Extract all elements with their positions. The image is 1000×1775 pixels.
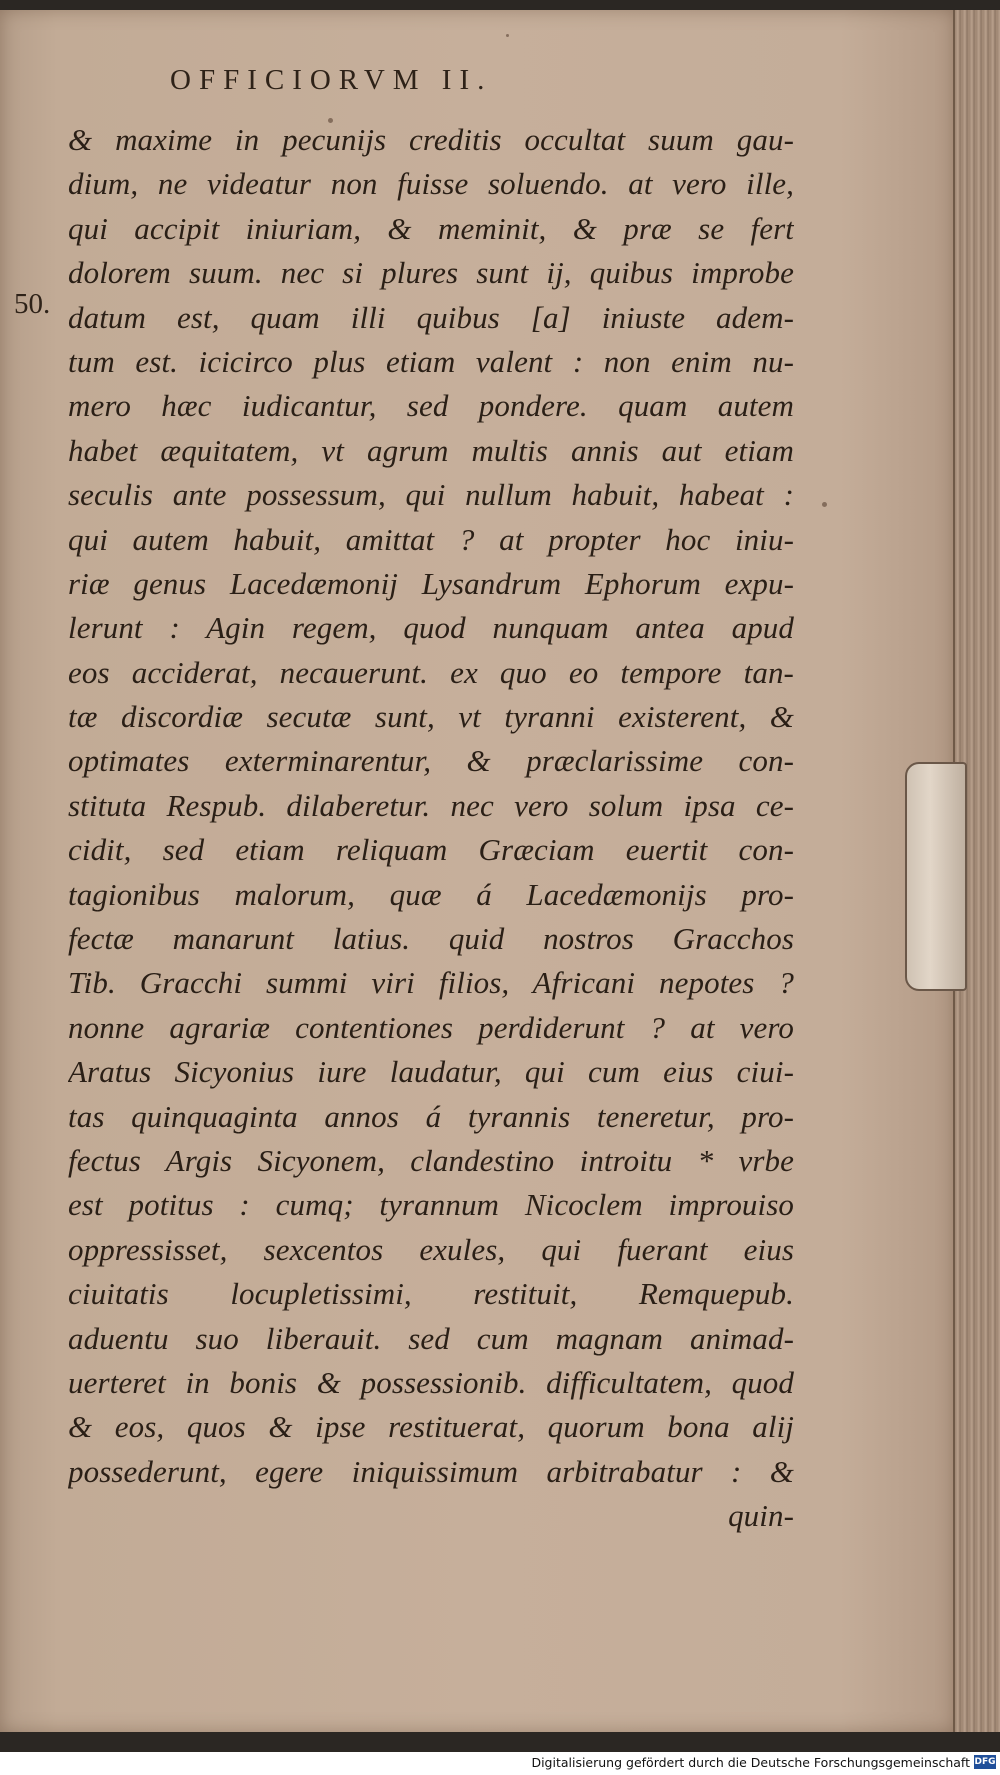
body-text [68, 118, 794, 1534]
text-line: qui accipit iniuriam, & meminit, & præ se fert [68, 210, 794, 246]
text-line: cidit, sed etiam reliquam Græciam euertit con- [68, 832, 794, 868]
text-line: eos acciderat, necauerunt. ex quo eo tempore tan- [68, 654, 794, 690]
text-line: uerteret in bonis & possessionib. difficultatem, quod [68, 1364, 794, 1400]
funding-credit: Digitalisierung gefördert durch die Deutsche Forschungsgemeinschaft [531, 1755, 970, 1770]
text-line: qui autem habuit, amittat ? at propter hoc iniu- [68, 521, 794, 557]
text-line: fectæ manarunt latius. quid nostros Gracchos [68, 921, 794, 957]
text-line: Tib. Gracchi summi viri filios, Africani nepotes ? [68, 965, 794, 1001]
ink-speck [822, 502, 827, 507]
text-line: mero hæc iudicantur, sed pondere. quam autem [68, 388, 794, 424]
text-line: habet æquitatem, vt agrum multis annis aut etiam [68, 432, 794, 468]
text-line: fectus Argis Sicyonem, clandestino introitu * vrbe [68, 1142, 794, 1178]
text-line: optimates exterminarentur, & præclarissime con- [68, 743, 794, 779]
text-line: & maxime in pecunijs creditis occultat suum gau- [68, 122, 794, 157]
text-line: & eos, quos & ipse restituerat, quorum bona alij [68, 1409, 794, 1445]
text-line: stituta Respub. dilaberetur. nec vero solum ipsa ce- [68, 787, 794, 823]
text-line: ciuitatis locupletissimi, restituit, Remquepub. [68, 1276, 794, 1312]
text-line: possederunt, egere iniquissimum arbitrabatur : & [68, 1453, 794, 1489]
margin-number: 50. [14, 288, 51, 320]
text-line: seculis ante possessum, qui nullum habuit, habeat : [68, 477, 794, 513]
text-line: riæ genus Lacedæmonij Lysandrum Ephorum expu- [68, 565, 794, 601]
catchword: quin- [728, 1498, 794, 1534]
dfg-logo-icon: DFG [974, 1757, 996, 1767]
ink-speck [506, 34, 509, 37]
text-line: tagionibus malorum, quæ á Lacedæmonijs pro- [68, 876, 794, 912]
text-line: aduentu suo liberauit. sed cum magnam animad- [68, 1320, 794, 1356]
text-line: tæ discordiæ secutæ sunt, vt tyranni existerent, & [68, 699, 794, 735]
text-line: dium, ne videatur non fuisse soluendo. at vero ille, [68, 166, 794, 202]
text-line: Aratus Sicyonius iure laudatur, qui cum eius ciui- [68, 1054, 794, 1090]
text-line: tas quinquaginta annos á tyrannis teneretur, pro- [68, 1098, 794, 1134]
text-line: tum est. icicirco plus etiam valent : non enim nu- [68, 343, 794, 379]
text-line: oppressisset, sexcentos exules, qui fuerant eius [68, 1231, 794, 1267]
text-line: lerunt : Agin regem, quod nunquam antea apud [68, 610, 794, 646]
text-line: dolorem suum. nec si plures sunt ij, quibus improbe [68, 255, 794, 291]
text-line: nonne agrariæ contentiones perdiderunt ? at vero [68, 1009, 794, 1045]
text-line: datum est, quam illi quibus [a] iniuste adem- [68, 299, 794, 335]
running-head: OFFICIORVM II. [170, 64, 493, 96]
text-line: est potitus : cumq; tyrannum Nicoclem improuiso [68, 1187, 794, 1223]
bookmark-tab [905, 762, 967, 991]
